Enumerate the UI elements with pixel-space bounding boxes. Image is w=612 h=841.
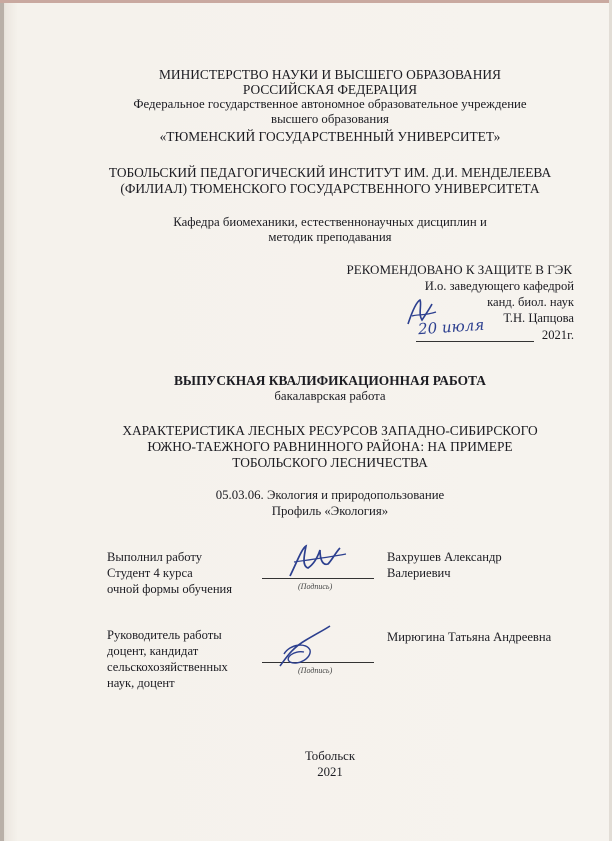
head-signature-icon [402,294,442,334]
work-subtype: бакалаврская работа [274,389,386,403]
handwritten-date: 20 июля [417,315,485,339]
date-underline [416,341,534,342]
institution-line-1: Федеральное государственное автономное образовательное учреждение [133,97,527,111]
department-line-1: Кафедра биомеханики, естественнонаучных дисциплин и [173,215,487,229]
page-edge-top [0,0,612,3]
university-name: «ТЮМЕНСКИЙ ГОСУДАРСТВЕННЫЙ УНИВЕРСИТЕТ» [159,129,501,144]
supervisor-label-3: сельскохозяйственных [107,660,228,674]
study-program: 05.03.06. Экология и природопользование [215,488,445,502]
recommendation-title: РЕКОМЕНДОВАНО К ЗАЩИТЕ В ГЭК [346,262,572,277]
recommendation-date-suffix: 2021г. [541,328,574,342]
student-name-line-1: Вахрушев Александр [387,550,502,564]
study-profile: Профиль «Экология» [271,504,389,518]
footer-year: 2021 [317,765,343,779]
student-label-3: очной формы обучения [107,582,233,596]
work-title-line-3: ТОБОЛЬСКОГО ЛЕСНИЧЕСТВА [232,455,428,470]
work-title-line-2: ЮЖНО-ТАЕЖНОГО РАВНИННОГО РАЙОНА: НА ПРИМЕРЕ [147,439,513,454]
ministry-line-2: РОССИЙСКАЯ ФЕДЕРАЦИЯ [242,82,418,97]
recommendation-name: Т.Н. Цапцова [503,311,574,325]
page-edge-left [0,0,4,841]
student-signature-caption: (Подпись) [298,582,333,591]
institution-line-2: высшего образования [271,112,389,126]
footer-city: Тобольск [304,749,356,763]
student-label-2: Студент 4 курса [107,566,193,580]
supervisor-signature-caption: (Подпись) [298,666,333,675]
supervisor-label-1: Руководитель работы [107,628,222,642]
department-line-2: методик преподавания [268,230,392,244]
recommendation-degree: канд. биол. наук [487,295,574,309]
student-signature-icon [284,538,354,584]
supervisor-label-4: наук, доцент [107,676,175,690]
institute-line-2: (ФИЛИАЛ) ТЮМЕНСКОГО ГОСУДАРСТВЕННОГО УНИВЕРСИТЕТА [120,181,540,196]
ministry-line-1: МИНИСТЕРСТВО НАУКИ И ВЫСШЕГО ОБРАЗОВАНИЯ [159,67,501,82]
supervisor-name: Мирюгина Татьяна Андреевна [387,630,552,644]
work-title-line-1: ХАРАКТЕРИСТИКА ЛЕСНЫХ РЕСУРСОВ ЗАПАДНО-СИБИРСКОГО [122,423,538,438]
student-name-line-2: Валериевич [387,566,451,580]
institute-line-1: ТОБОЛЬСКИЙ ПЕДАГОГИЧЕСКИЙ ИНСТИТУТ ИМ. Д.И. МЕНДЕЛЕЕВА [108,165,552,180]
student-label-1: Выполнил работу [107,550,202,564]
work-type: ВЫПУСКНАЯ КВАЛИФИКАЦИОННАЯ РАБОТА [174,373,486,388]
supervisor-signature-icon [276,622,340,674]
recommendation-role: И.о. заведующего кафедрой [424,279,574,293]
supervisor-label-2: доцент, кандидат [107,644,199,658]
